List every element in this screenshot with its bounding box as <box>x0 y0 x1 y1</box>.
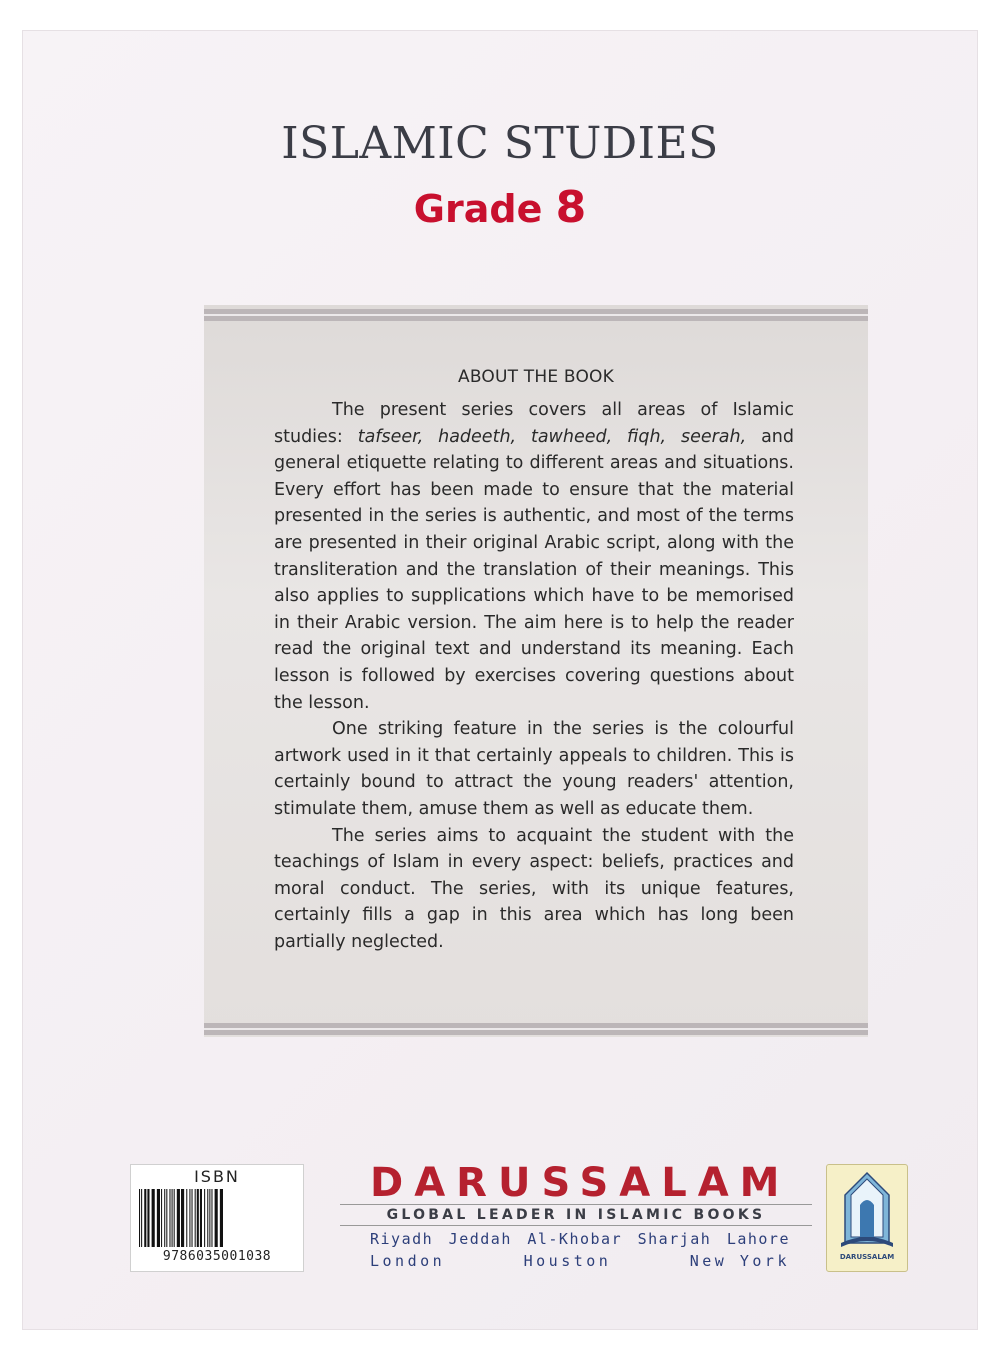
barcode-bar <box>157 1189 160 1247</box>
city: Houston <box>523 1252 612 1270</box>
p1-terms: tafseer, hadeeth, tawheed, fiqh, seerah, <box>357 426 747 447</box>
barcode-bar <box>192 1189 193 1247</box>
barcode-bar <box>200 1189 202 1247</box>
p1-text-b: and general etiquette relating to different areas and situations. Every effort has been made to ensure that the material presented in the series is authentic, and most of the terms are presented in their original Arabic script, along with the transliteration and the translation of their meanings. This also applies to supplications which have to be memorised in their Arabic version. The aim here is to help the reader read the original text and understand its meaning. Each lesson is followed by exercises covering questions about the lesson. <box>274 426 794 713</box>
barcode-bar <box>189 1189 190 1247</box>
city: Riyadh <box>370 1230 434 1248</box>
barcode-bar <box>169 1189 170 1247</box>
barcode-bar <box>164 1189 165 1247</box>
barcode-bar <box>220 1189 223 1247</box>
city: New York <box>689 1252 790 1270</box>
barcode-bar <box>211 1189 212 1247</box>
isbn-label: ISBN <box>194 1167 240 1186</box>
barcode-bar <box>177 1189 180 1247</box>
panel-top-band <box>204 309 868 321</box>
barcode-bar <box>215 1189 218 1247</box>
barcode-bars <box>139 1189 295 1247</box>
cities-row-1 <box>370 1230 790 1248</box>
barcode-bar <box>209 1189 210 1247</box>
barcode-bar <box>161 1189 162 1247</box>
publisher-name: DARUSSALAM <box>370 1160 791 1206</box>
barcode-bar <box>174 1189 175 1247</box>
barcode-bar <box>207 1189 208 1247</box>
city: Lahore <box>726 1230 790 1248</box>
book-title: ISLAMIC STUDIES <box>281 118 719 169</box>
publisher-tagline: GLOBAL LEADER IN ISLAMIC BOOKS <box>340 1204 812 1226</box>
barcode-bar <box>144 1189 146 1247</box>
barcode-bar <box>166 1189 167 1247</box>
logo-label: DARUSSALAM <box>839 1253 895 1261</box>
barcode-bar <box>204 1189 205 1247</box>
barcode-bar <box>181 1189 184 1247</box>
grade-word: Grade <box>413 187 543 231</box>
about-heading: ABOUT THE BOOK <box>458 367 614 387</box>
barcode-bar <box>147 1189 149 1247</box>
city: Sharjah <box>637 1230 712 1248</box>
about-paragraph-1 <box>274 397 794 716</box>
p1-text-a: The present series covers all areas of Islamic studies: <box>274 400 794 447</box>
barcode-bar <box>186 1189 187 1247</box>
about-paragraph-3: The series aims to acquaint the student with the teachings of Islam in every aspect: beliefs, practices and moral conduct. The series, with its unique features, certainly fills a gap in this area which has long been partially neglected. <box>274 825 794 952</box>
barcode-bar <box>152 1189 155 1247</box>
barcode-bar <box>195 1189 196 1247</box>
barcode-bar <box>139 1189 140 1247</box>
isbn-barcode <box>130 1164 304 1272</box>
barcode-bar <box>172 1189 173 1247</box>
mosque-book-icon <box>827 1165 907 1251</box>
city: Jeddah <box>448 1230 512 1248</box>
isbn-digits: 9786035001038 <box>162 1249 272 1264</box>
cities-row-2 <box>370 1252 790 1270</box>
barcode-bar <box>197 1189 199 1247</box>
grade-number: 8 <box>555 182 587 233</box>
barcode-bar <box>141 1189 142 1247</box>
panel-bottom-band <box>204 1023 868 1035</box>
about-body <box>274 397 794 955</box>
publisher-logo-icon <box>826 1164 908 1272</box>
city: London <box>370 1252 446 1270</box>
about-panel <box>204 305 868 1037</box>
grade-label <box>0 182 1000 233</box>
about-paragraph-2: One striking feature in the series is the colourful artwork used in it that certainly appeals to children. This is certainly bound to attract the young readers' attention, stimulate them, amuse them as well as educate them. <box>274 719 794 819</box>
city: Al-Khobar <box>527 1230 623 1248</box>
